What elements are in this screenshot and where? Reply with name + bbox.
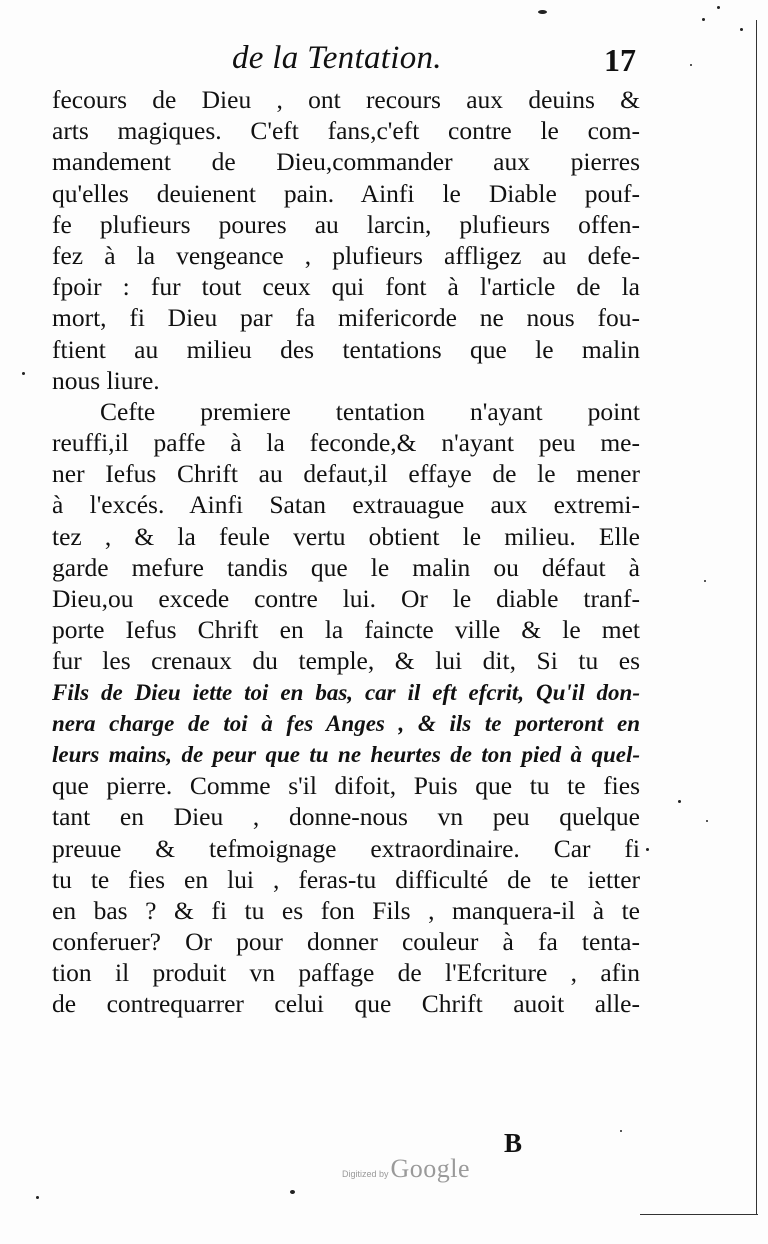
google-logo: Google <box>390 1154 471 1183</box>
scan-speck <box>702 18 705 21</box>
scan-speck <box>690 64 692 66</box>
running-title: de la Tentation. <box>232 40 442 76</box>
text-line: ner Iefus Chrift au defaut,il effaye de le mener <box>52 459 640 489</box>
text-line: conferuer? Or pour donner couleur à fa tenta- <box>52 927 640 957</box>
scan-speck <box>646 848 649 851</box>
scan-speck <box>717 6 720 9</box>
text-line: à l'excés. Ainfi Satan extrauague aux extremi- <box>52 490 640 520</box>
digitized-watermark <box>342 1154 470 1184</box>
text-line: en bas ? & fi tu es fon Fils , manquera-il à te <box>52 895 640 925</box>
scan-speck <box>290 1190 295 1194</box>
text-line-italic: Fils de Dieu iette toi en bas, car il eft efcrit, Qu'il don- <box>52 679 640 705</box>
text-line: de contrequarrer celui que Chrift auoit alle- <box>52 989 640 1019</box>
scan-speck <box>538 10 547 14</box>
body-text <box>52 84 640 1020</box>
text-line: tant en Dieu , donne-nous vn peu quelque <box>52 802 640 832</box>
text-line: fe plufieurs poures au larcin, plufieurs offen- <box>52 209 640 239</box>
watermark-prefix: Digitized by <box>342 1169 389 1179</box>
page-number: 17 <box>604 42 636 78</box>
text-line: fur les crenaux du temple, & lui dit, Si tu es <box>52 646 640 676</box>
scan-speck <box>620 1130 622 1132</box>
page-bottom-edge-line <box>640 1214 758 1215</box>
text-line: fpoir : fur tout ceux qui font à l'article de la <box>52 272 640 302</box>
text-line: porte Iefus Chrift en la faincte ville & le met <box>52 615 640 645</box>
signature-mark: B <box>504 1128 523 1158</box>
scan-speck <box>704 580 706 582</box>
text-line: reuffi,il paffe à la feconde,& n'ayant peu me- <box>52 428 640 458</box>
text-line: ftient au milieu des tentations que le malin <box>52 334 640 364</box>
text-line: Dieu,ou excede contre lui. Or le diable tranf- <box>52 584 640 613</box>
text-line: que pierre. Comme s'il difoit, Puis que tu te fies <box>52 771 640 801</box>
page-edge-line <box>756 20 757 1215</box>
text-line-italic: nera charge de toi à fes Anges , & ils te porteront en <box>52 710 640 736</box>
text-line: Cefte premiere tentation n'ayant point <box>100 396 640 426</box>
text-line: tu te fies en lui , feras-tu difficulté de te ietter <box>52 864 640 894</box>
scan-speck <box>706 820 708 822</box>
text-line: tion il produit vn paffage de l'Efcriture , afin <box>52 958 640 988</box>
text-line: fez à la vengeance , plufieurs affligez au defe- <box>52 240 640 270</box>
scan-speck <box>22 372 25 375</box>
scan-speck <box>740 28 743 31</box>
text-line: arts magiques. C'eft fans,c'eft contre le com- <box>52 116 640 146</box>
scan-speck <box>678 800 681 803</box>
text-line: tez , & la feule vertu obtient le milieu. Elle <box>52 521 640 551</box>
text-line: nous liure. <box>52 365 160 395</box>
text-line: garde mefure tandis que le malin ou défaut à <box>52 552 640 582</box>
text-line: qu'elles deuienent pain. Ainfi le Diable pouf- <box>52 178 640 208</box>
scan-speck <box>36 1196 39 1199</box>
text-line: fecours de Dieu , ont recours aux deuins & <box>52 85 640 114</box>
text-line: preuue & tefmoignage extraordinaire. Car fi <box>52 833 640 863</box>
text-line: mandement de Dieu,commander aux pierres <box>52 147 640 177</box>
text-line: mort, fi Dieu par fa mifericorde ne nous fou- <box>52 303 640 333</box>
page-header <box>0 34 768 84</box>
text-line-italic: leurs mains, de peur que tu ne heurtes de ton pied à quel- <box>52 741 640 767</box>
